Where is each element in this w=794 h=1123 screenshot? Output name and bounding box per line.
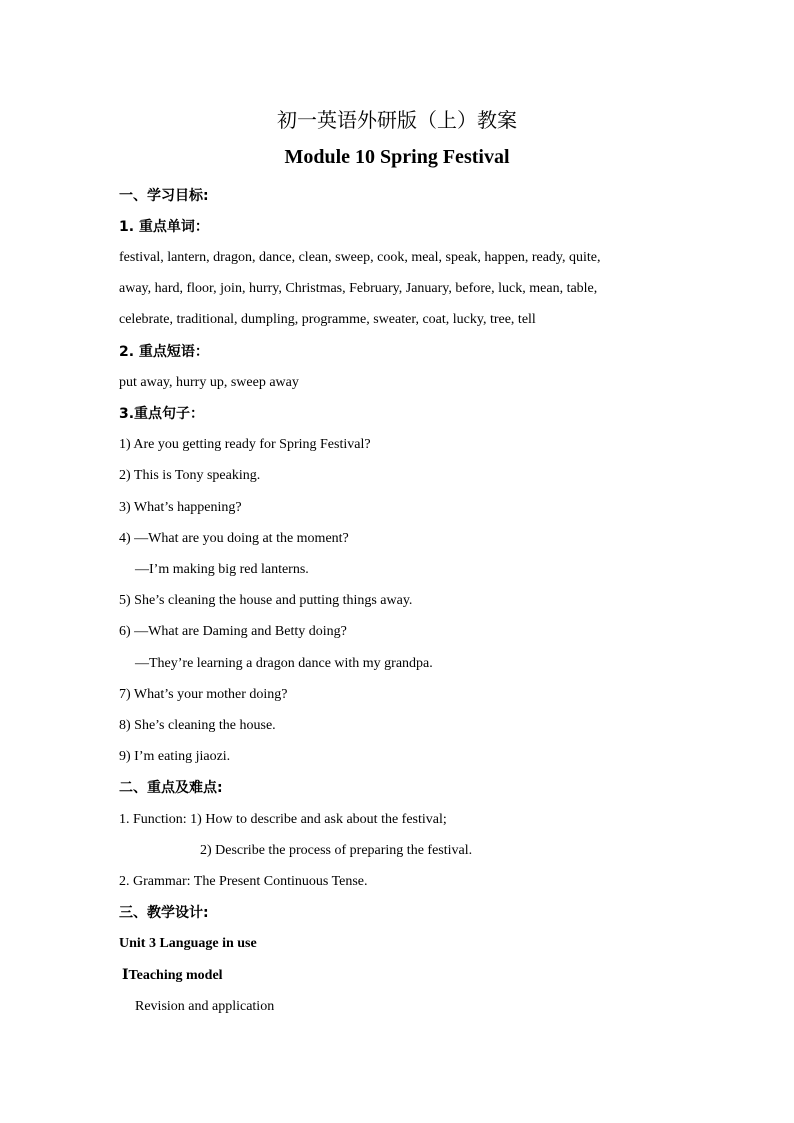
sentence-item: 2) This is Tony speaking. (119, 468, 261, 483)
sentence-item: 1) Are you getting ready for Spring Festival? (119, 437, 371, 452)
function-line: 1. Function: 1) How to describe and ask about the festival; (119, 812, 447, 827)
sentence-item: 6) —What are Daming and Betty doing? (119, 624, 347, 639)
sentence-item: —I’m making big red lanterns. (135, 562, 309, 577)
sentence-item: 9) I’m eating jiaozi. (119, 749, 231, 764)
key-words-line: away, hard, floor, join, hurry, Christmas, February, January, before, luck, mean, table, (119, 281, 598, 296)
key-phrases-line: put away, hurry up, sweep away (119, 375, 299, 390)
key-sentences-heading: 3.重点句子： (119, 406, 205, 422)
function-line-continued: 2) Describe the process of preparing the festival. (200, 843, 473, 858)
sentence-item: 4) —What are you doing at the moment? (119, 531, 349, 546)
document-title-chinese: 初一英语外研版（上）教案 (277, 108, 517, 132)
section-heading-objectives: 一、学习目标: (119, 188, 209, 204)
key-phrases-heading: 2. 重点短语： (119, 344, 209, 360)
key-words-line: festival, lantern, dragon, dance, clean, sweep, cook, meal, speak, happen, ready, quite, (119, 250, 601, 265)
key-words-heading: 1. 重点单词： (119, 219, 209, 235)
unit-title: Unit 3 Language in use (119, 936, 257, 951)
section-heading-key-points: 二、重点及难点: (119, 780, 223, 796)
module-title: Module 10 Spring Festival (284, 146, 510, 168)
grammar-line: 2. Grammar: The Present Continuous Tense. (119, 874, 368, 889)
teaching-model-heading: ⅠTeaching model (122, 968, 223, 983)
section-heading-teaching-design: 三、教学设计: (119, 905, 209, 921)
key-words-line: celebrate, traditional, dumpling, programme, sweater, coat, lucky, tree, tell (119, 312, 536, 327)
sentence-item: 5) She’s cleaning the house and putting things away. (119, 593, 413, 608)
sentence-item: —They’re learning a dragon dance with my grandpa. (135, 656, 433, 671)
sentence-item: 3) What’s happening? (119, 500, 242, 515)
sentence-item: 7) What’s your mother doing? (119, 687, 288, 702)
sentence-item: 8) She’s cleaning the house. (119, 718, 276, 733)
revision-line: Revision and application (135, 999, 275, 1014)
